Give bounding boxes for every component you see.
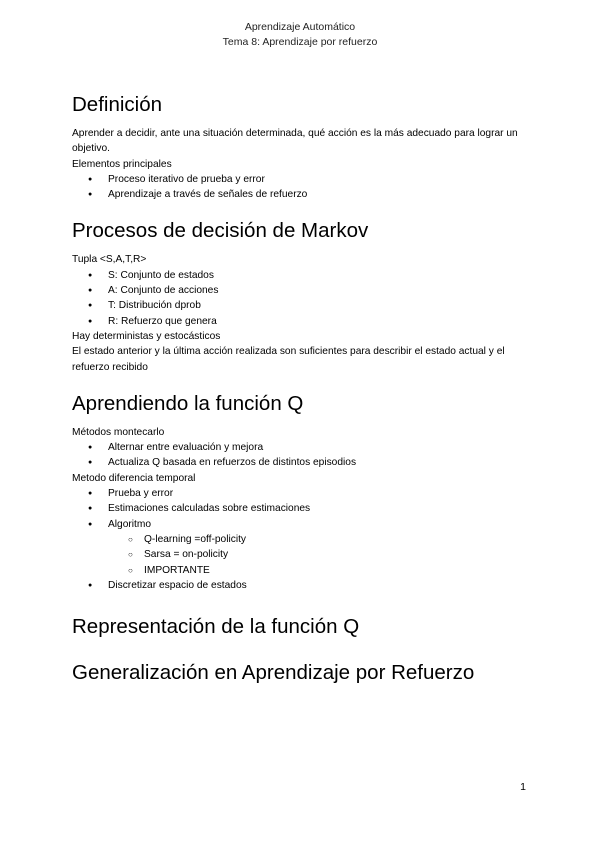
definicion-elements-label: Elementos principales (72, 158, 172, 170)
markov-list (72, 268, 532, 329)
definicion-list (72, 172, 532, 203)
temporal-difference-label: Metodo diferencia temporal (72, 472, 196, 484)
list-item: ● Proceso iterativo de prueba y error (72, 172, 532, 187)
temporal-difference-list (72, 486, 532, 593)
list-item: ● S: Conjunto de estados (72, 268, 532, 283)
heading-generalizacion: Generalización en Aprendizaje por Refuerzo (72, 661, 475, 685)
list-item: ● Estimaciones calculadas sobre estimaciones (72, 501, 532, 516)
list-item: ● Discretizar espacio de estados (72, 578, 532, 593)
list-item: ● R: Refuerzo que genera (72, 314, 532, 329)
list-item: ● Actualiza Q basada en refuerzos de distintos episodios (72, 455, 532, 470)
document-body (72, 92, 532, 686)
markov-property-text: El estado anterior y la última acción realizada son suficientes para describir el estado actual y el refuerzo recibido (72, 346, 505, 373)
montecarlo-list (72, 440, 532, 471)
list-item: ● T: Distribución dprob (72, 298, 532, 313)
sub-list-item: ○ IMPORTANTE (72, 563, 532, 578)
sub-list-item: ○ Sarsa = on-policity (72, 547, 532, 562)
list-item: ● Aprendizaje a través de señales de refuerzo (72, 187, 532, 202)
heading-representacion: Representación de la función Q (72, 615, 360, 639)
header-topic-title: Tema 8: Aprendizaje por refuerzo (222, 36, 378, 48)
montecarlo-label: Métodos montecarlo (72, 426, 165, 438)
definicion-text: Aprender a decidir, ante una situación determinada, qué acción es la más adecuado para lograr un objetivo. (72, 128, 518, 155)
page-header (0, 20, 600, 50)
heading-funcion-q: Aprendiendo la función Q (72, 391, 304, 415)
list-item: ● Algoritmo (72, 517, 532, 532)
page-number: 1 (520, 781, 526, 793)
list-item: ● A: Conjunto de acciones (72, 283, 532, 298)
heading-markov: Procesos de decisión de Markov (72, 219, 369, 243)
list-item: ● Alternar entre evaluación y mejora (72, 440, 532, 455)
heading-definicion: Definición (72, 93, 163, 116)
header-course-title: Aprendizaje Automático (244, 21, 356, 33)
markov-types-text: Hay deterministas y estocásticos (72, 330, 221, 342)
sub-list-item: ○ Q-learning =off-policity (72, 532, 532, 547)
markov-tuple-label: Tupla <S,A,T,R> (72, 254, 147, 266)
list-item: ● Prueba y error (72, 486, 532, 501)
